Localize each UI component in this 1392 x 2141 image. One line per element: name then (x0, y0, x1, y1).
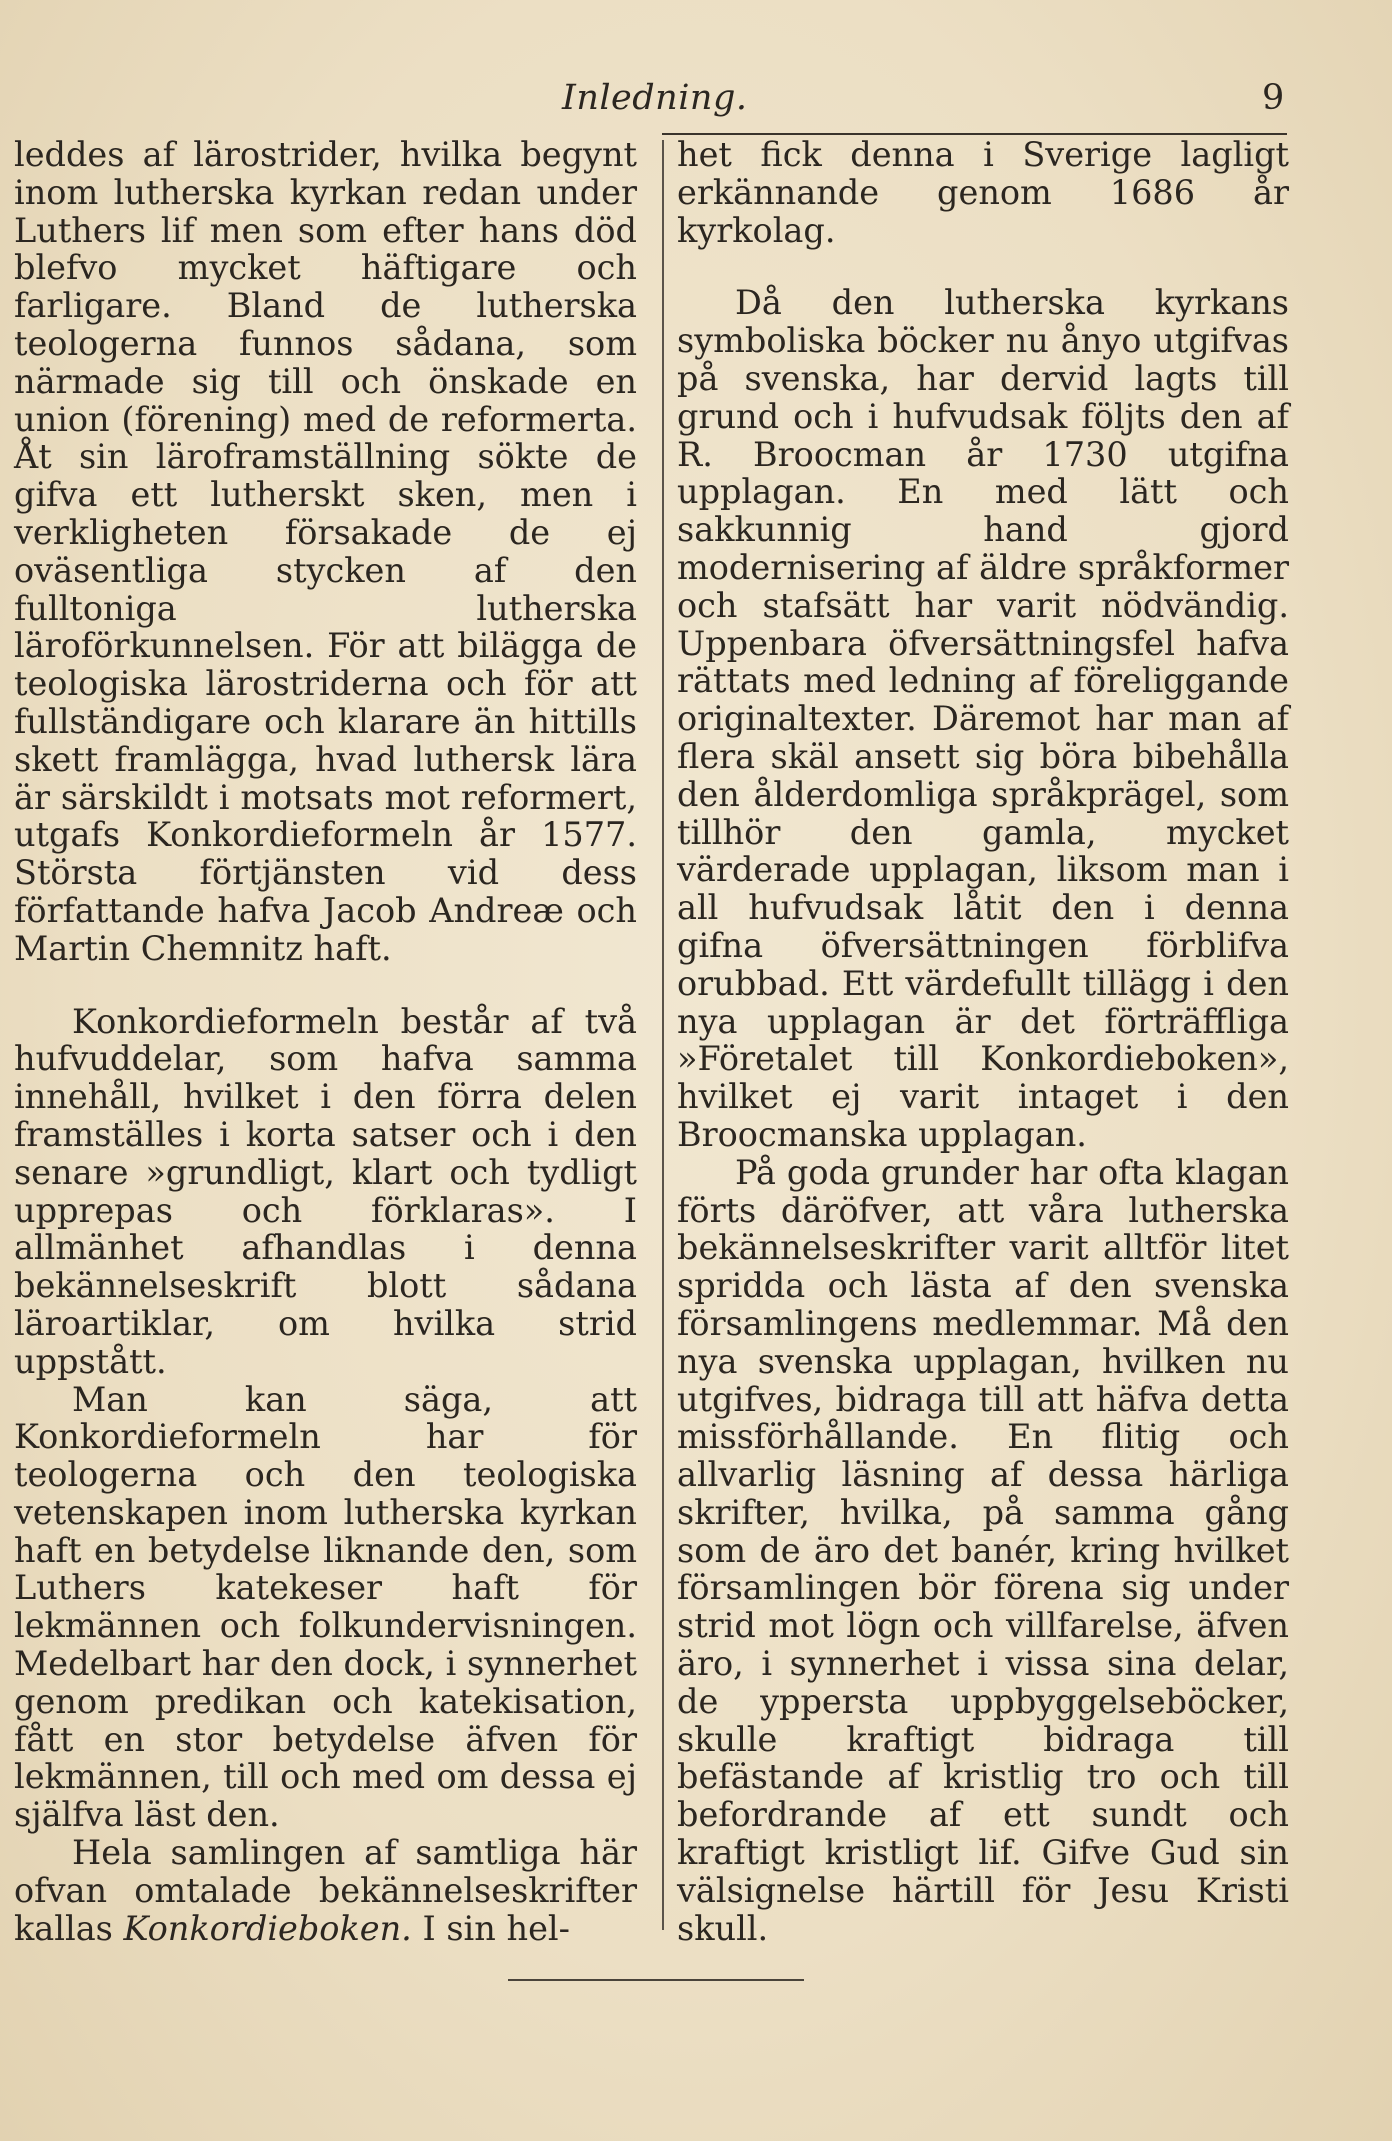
right-paragraph-3: På goda grunder har ofta klagan förts däröfver, att våra lutherska bekännelseskrifter varit alltför litet spridda och lästa af den svenska församlingens medlemmar. Må den nya svenska upplagan, hvilken nu utgifves, bidraga till att häfva detta missförhållande. En flitig och allvarlig läsning af dessa härliga skrifter, hvilka, på samma gång som de äro det banér, kring hvilket församlingen bör förena sig under strid mot lögn och villfarelse, äfven äro, i synnerhet i vissa sina delar, de yppersta uppbyggelseböcker, skulle kraftigt bidraga till befästande af kristlig tro och till befordrande af ett sundt och kraftigt kristligt lif. Gifve Gud sin välsignelse härtill för Jesu Kristi skull. (677, 1152, 1289, 1948)
left-paragraph-1: leddes af lärostrider, hvilka begynt inom lutherska kyrkan redan under Luthers lif men som efter hans död blefvo mycket häftigare och farligare. Bland de lutherska teologerna funnos sådana, som närmade sig till och önskade en union (förening) med de reformerta. Åt sin läroframställning sökte de gifva ett lutherskt sken, men i verkligheten försakade de ej oväsentliga stycken af den fulltoniga lutherska läroförkunnelsen. För att bilägga de teologiska lärostriderna och för att fullständigare och klarare än hittills skett framlägga, hvad luthersk lära är särskildt i motsats mot reformert, utgafs Konkordieformeln år 1577. Största förtjänsten vid dess författande hafva Jacob Andreæ och Martin Chemnitz haft. (14, 135, 637, 968)
right-paragraph-2: Då den lutherska kyrkans symboliska böcker nu ånyo utgifvas på svenska, har dervid lagts till grund och i hufvudsak följts den af R. Broocman år 1730 utgifna upplagan. En med lätt och sakkunnig hand gjord modernisering af äldre språkformer och stafsätt har varit nödvändig. Uppenbara öfversättningsfel hafva rättats med ledning af föreliggande originaltexter. Däremot har man af flera skäl ansett sig böra bibehålla den ålderdomliga språkprägel, som tillhör den gamla, mycket värderade upplagan, liksom man i all hufvudsak låtit den i denna gifna öfversättningen förblifva orubbad. Ett värdefullt tillägg i den nya upplagan är det förträffliga »Företalet till Konkordieboken», hvilket ej varit intaget i den Broocmanska upplagan. (677, 283, 1289, 1154)
column-divider (662, 140, 664, 1930)
right-paragraph-1: het fick denna i Sverige lagligt erkännande genom 1686 år kyrkolag. (677, 135, 1289, 250)
running-title: Inledning. (562, 78, 748, 118)
footer-rule (508, 1979, 804, 1981)
left-paragraph-2: Konkordieformeln består af två hufvuddelar, som hafva samma innehåll, hvilket i den förra delen framställes i korta satser och i den senare »grundligt, klart och tydligt upprepas och förklaras». I allmänhet afhandlas i denna bekännelseskrift blott sådana läroartiklar, om hvilka strid uppstått. (14, 1001, 637, 1381)
left-paragraph-3: Man kan säga, att Konkordieformeln har för teologerna och den teologiska vetenskapen inom lutherska kyrkan haft en betydelse liknande den, som Luthers katekeser haft för lekmännen och folkundervisningen. Medelbart har den dock, i synnerhet genom predikan och katekisation, fått en stor betydelse äfven för lekmännen, till och med om dessa ej själfva läst den. (14, 1379, 637, 1835)
left-paragraph-4-start: Hela samlingen af samtliga här ofvan omtalade bekännelseskrifter kallas (14, 1833, 637, 1948)
right-column (677, 136, 1289, 1947)
book-title-konkordieboken: Konkordieboken. (123, 1908, 412, 1948)
left-paragraph-4-end: I sin hel- (411, 1908, 570, 1948)
left-column (14, 136, 637, 1947)
page-number: 9 (1262, 78, 1285, 118)
left-paragraph-4 (14, 1834, 637, 1947)
